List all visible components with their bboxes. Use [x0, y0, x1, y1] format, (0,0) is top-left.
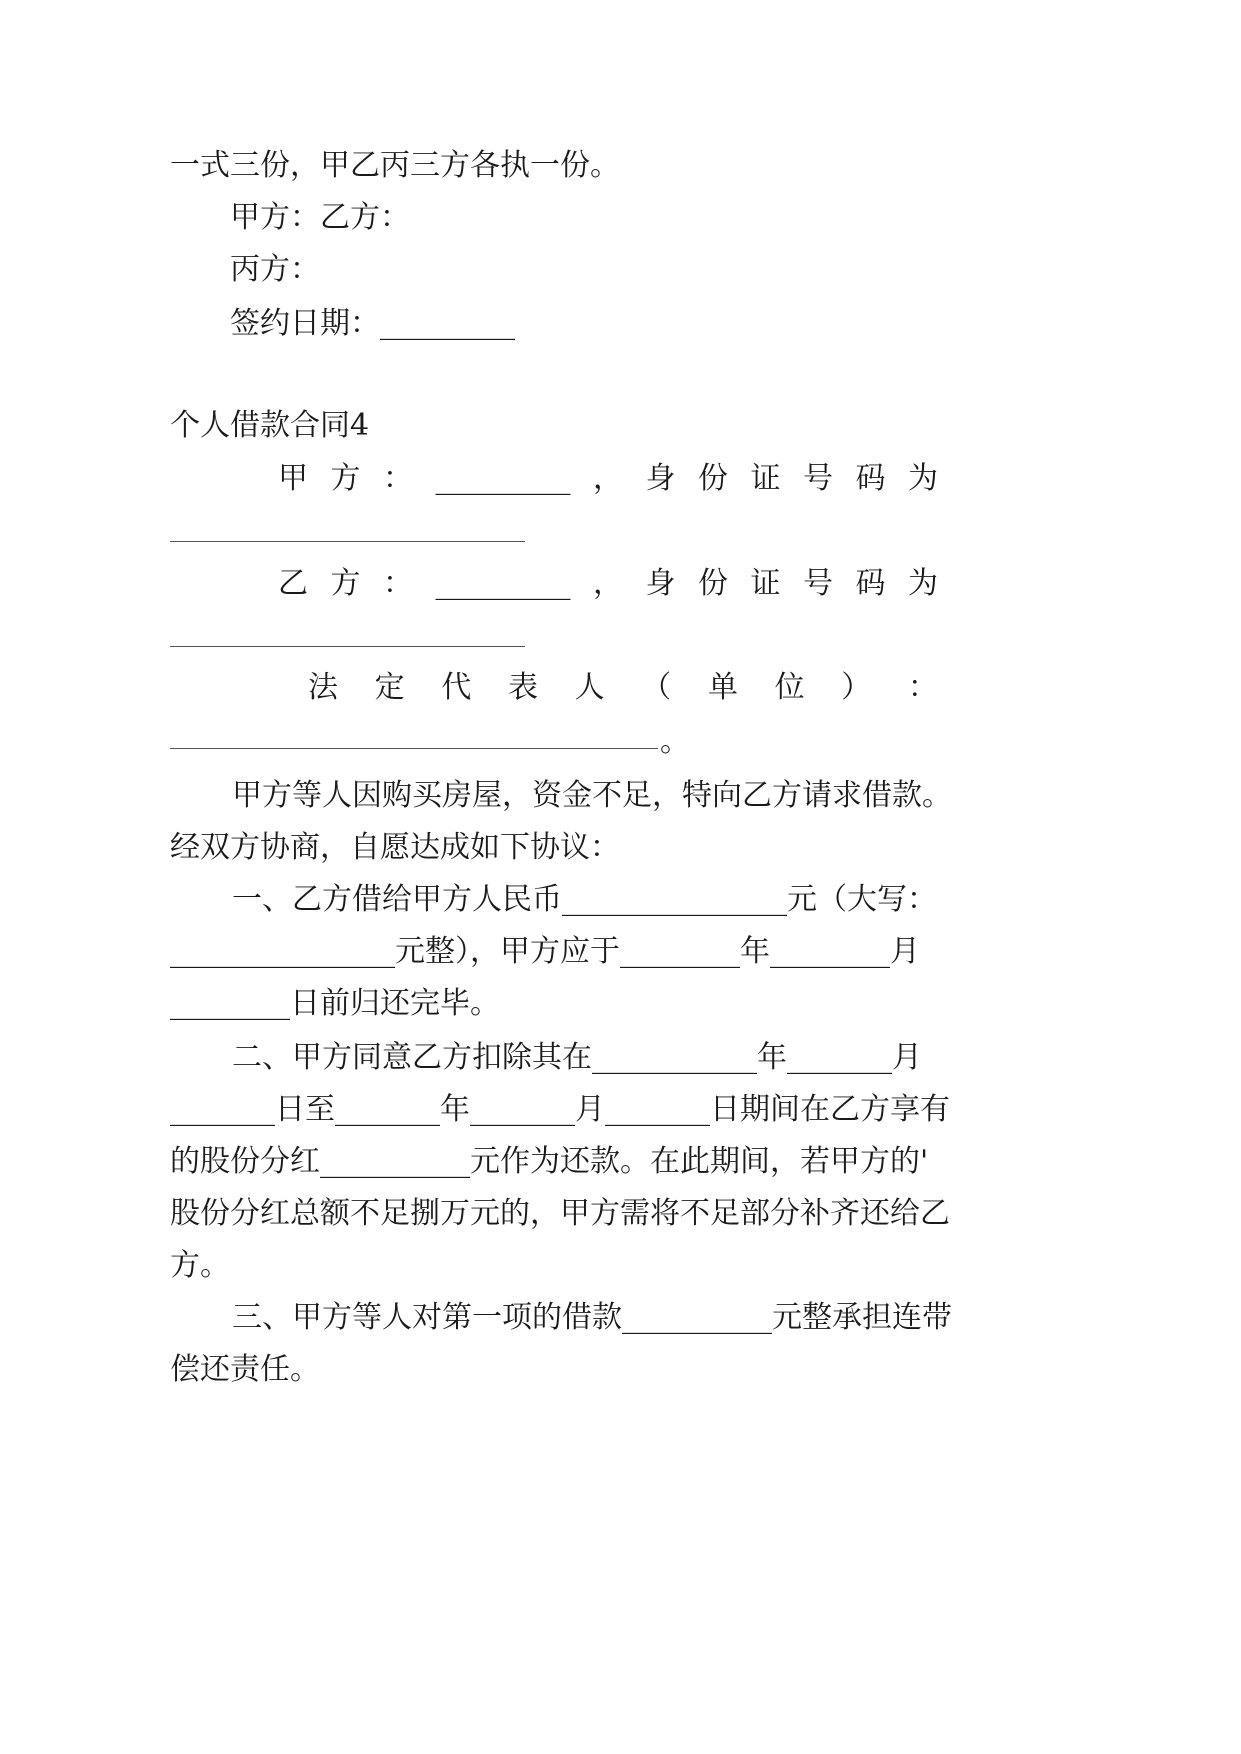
party-a-line	[278, 461, 938, 497]
clause-2-line-5: 方。	[170, 1248, 230, 1283]
party-a-char: 码	[855, 461, 886, 496]
legal-char: 人	[574, 670, 605, 705]
legal-representative-line	[308, 670, 938, 706]
party-a-char: ：	[383, 461, 413, 496]
clause-1-line-3: ________日前归还完毕。	[170, 986, 500, 1021]
party-b-char: 码	[855, 566, 886, 601]
party-a-name-blank: _________	[435, 461, 571, 496]
signature-party-c-line: 丙方：	[230, 252, 320, 287]
party-a-char: ，	[593, 461, 623, 496]
preamble-line-1: 甲方等人因购买房屋，资金不足，特向乙方请求借款。	[232, 778, 952, 813]
party-a-char: 身	[645, 461, 676, 496]
legal-representative-period: 。	[660, 724, 690, 759]
clause-2-line-2: _______日至_______年_______月_______日期间在乙方享有	[170, 1092, 950, 1127]
clause-2-line-4: 股份分红总额不足捌万元的，甲方需将不足部分补齐还给乙	[170, 1196, 950, 1231]
legal-char: （	[641, 670, 672, 705]
legal-char: 代	[441, 670, 472, 705]
clause-2-line-1: 二、甲方同意乙方扣除其在___________年_______月	[232, 1040, 922, 1075]
clause-2-line-3: 的股份分红__________元作为还款。在此期间，若甲方的'	[170, 1144, 929, 1179]
party-b-char: 身	[645, 566, 676, 601]
party-b-name-blank: _________	[435, 566, 571, 601]
legal-char: 表	[507, 670, 538, 705]
party-b-char: 乙	[278, 566, 308, 601]
party-b-id-blank	[170, 646, 525, 647]
party-a-id-blank	[170, 541, 525, 542]
party-a-char: 甲	[278, 461, 308, 496]
party-b-char: 证	[750, 566, 781, 601]
party-b-char: 为	[908, 566, 938, 601]
legal-char: ）	[841, 670, 872, 705]
party-b-char: 号	[803, 566, 833, 601]
party-a-char: 证	[750, 461, 781, 496]
party-b-char: 方	[330, 566, 361, 601]
signature-parties-line: 甲方：乙方：	[230, 200, 410, 235]
party-b-char: 份	[698, 566, 728, 601]
clause-3-line-1: 三、甲方等人对第一项的借款__________元整承担连带	[232, 1300, 952, 1335]
legal-char: 定	[374, 670, 405, 705]
clause-1-line-2: _______________元整），甲方应于________年________月	[170, 934, 920, 969]
legal-char: 法	[308, 670, 338, 705]
party-a-char: 方	[330, 461, 361, 496]
closing-copies-line: 一式三份，甲乙丙三方各执一份。	[170, 148, 620, 183]
party-a-char: 份	[698, 461, 728, 496]
legal-char: 单	[707, 670, 738, 705]
contract-title: 个人借款合同4	[170, 408, 370, 443]
legal-representative-blank	[170, 748, 658, 749]
clause-1-line-1: 一、乙方借给甲方人民币_______________元（大写：	[232, 882, 937, 917]
party-b-line	[278, 566, 938, 602]
party-a-char: 为	[908, 461, 938, 496]
party-a-char: 号	[803, 461, 833, 496]
signing-date-line: 签约日期：_________	[230, 306, 515, 341]
party-b-char: ：	[383, 566, 413, 601]
party-b-char: ，	[593, 566, 623, 601]
preamble-line-2: 经双方协商，自愿达成如下协议：	[170, 830, 620, 865]
clause-3-line-2: 偿还责任。	[170, 1352, 320, 1387]
legal-char: 位	[774, 670, 805, 705]
legal-char: ：	[907, 670, 938, 705]
